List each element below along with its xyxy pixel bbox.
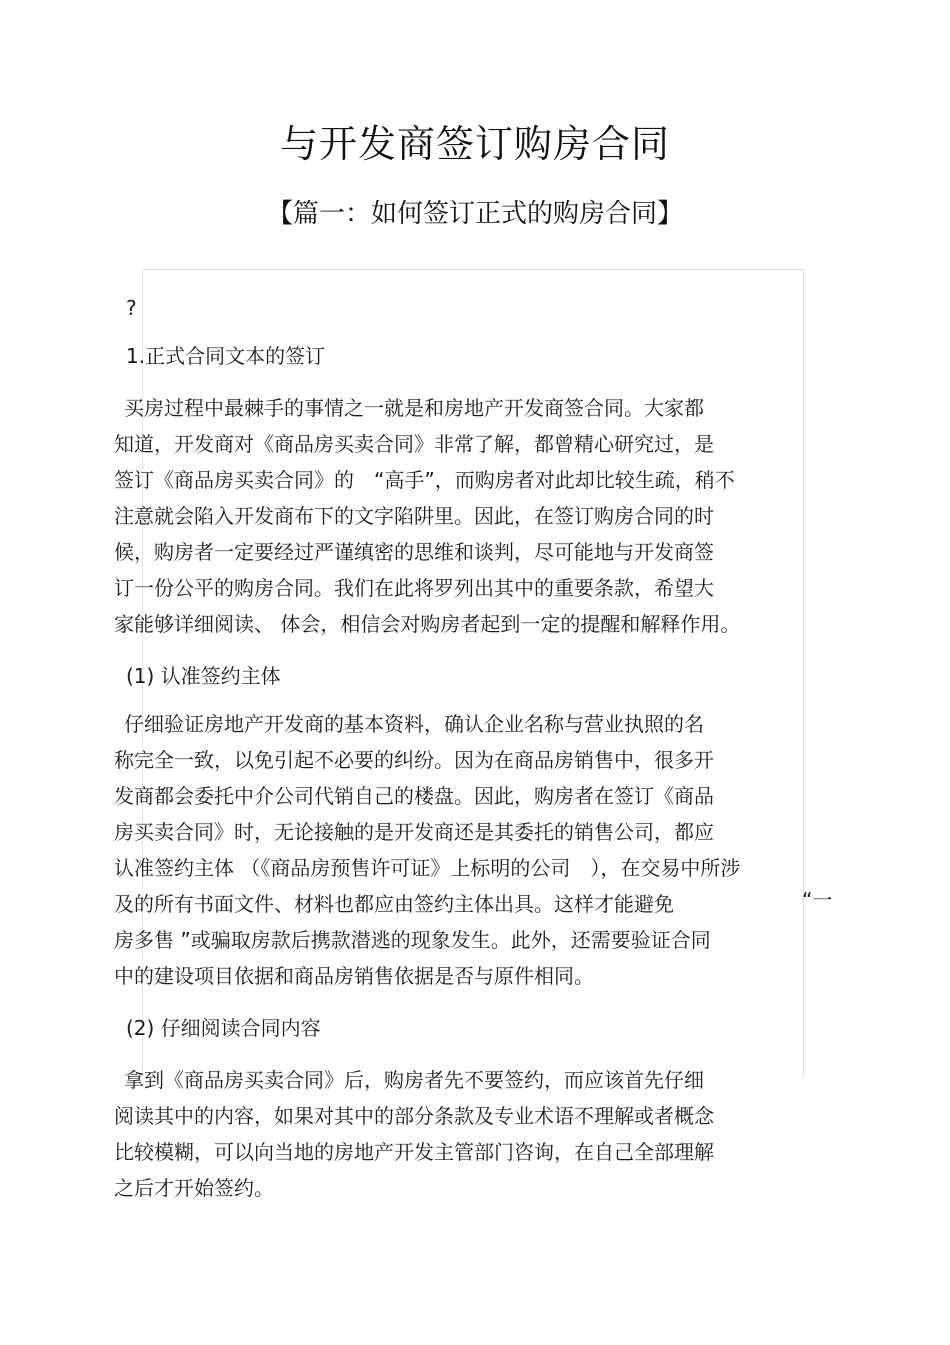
para1-line-6: 订一份公平的购房合同。我们在此将罗列出其中的重要条款，希望大 [114,576,714,600]
para3-line-3: 比较模糊，可以向当地的房地产开发主管部门咨询，在自己全部理解 [114,1140,714,1164]
para1-line-2: 知道，开发商对《商品房买卖合同》非常了解，都曾精心研究过，是 [114,432,714,456]
section-heading-2: (1) 认准签约主体 [126,664,281,688]
para2-line-2: 称完全一致，以免引起不必要的纠纷。因为在商品房销售中，很多开 [114,748,714,772]
para2-stray-quote: “一 [802,888,833,912]
para1-line-7: 家能够详细阅读、 体会，相信会对购房者起到一定的提醒和解释作用。 [114,612,741,636]
para2-line-3: 发商都会委托中介公司代销自己的楼盘。因此，购房者在签订《商品 [114,784,714,808]
document-title: 与开发商签订购房合同 [279,122,670,166]
question-mark: ? [126,296,137,320]
para2-line-8: 中的建设项目依据和商品房销售依据是否与原件相同。 [114,964,594,988]
para2-line-4: 房买卖合同》时，无论接触的是开发商还是其委托的销售公司，都应 [114,820,714,844]
para3-line-1: 拿到《商品房买卖合同》后，购房者先不要签约，而应该首先仔细 [124,1068,704,1092]
para2-line-7: 房多售 ”或骗取房款后携款潜逃的现象发生。此外，还需要验证合同 [114,928,711,952]
para3-line-2: 阅读其中的内容，如果对其中的部分条款及专业术语不理解或者概念 [114,1104,714,1128]
document-subtitle: 【篇一：如何签订正式的购房合同】 [266,199,683,229]
para2-line-5: 认准签约主体 （《商品房预售许可证》上标明的公司 ），在交易中所涉 [114,856,741,880]
section-heading-1: 1.正式合同文本的签订 [126,344,326,368]
para1-line-4: 注意就会陷入开发商布下的文字陷阱里。因此，在签订购房合同的时 [114,504,714,528]
para1-line-1: 买房过程中最棘手的事情之一就是和房地产开发商签合同。大家都 [124,396,704,420]
para2-line-6: 及的所有书面文件、材料也都应由签约主体出具。这样才能避免 [114,892,674,916]
para2-line-1: 仔细验证房地产开发商的基本资料，确认企业名称与营业执照的名 [124,712,704,736]
section-heading-3: (2) 仔细阅读合同内容 [126,1016,321,1040]
para1-line-3: 签订《商品房买卖合同》的 “高手”，而购房者对此却比较生疏，稍不 [114,468,735,492]
para1-line-5: 候，购房者一定要经过严谨缜密的思维和谈判，尽可能地与开发商签 [114,540,714,564]
para3-line-4: 之后才开始签约。 [114,1176,274,1200]
